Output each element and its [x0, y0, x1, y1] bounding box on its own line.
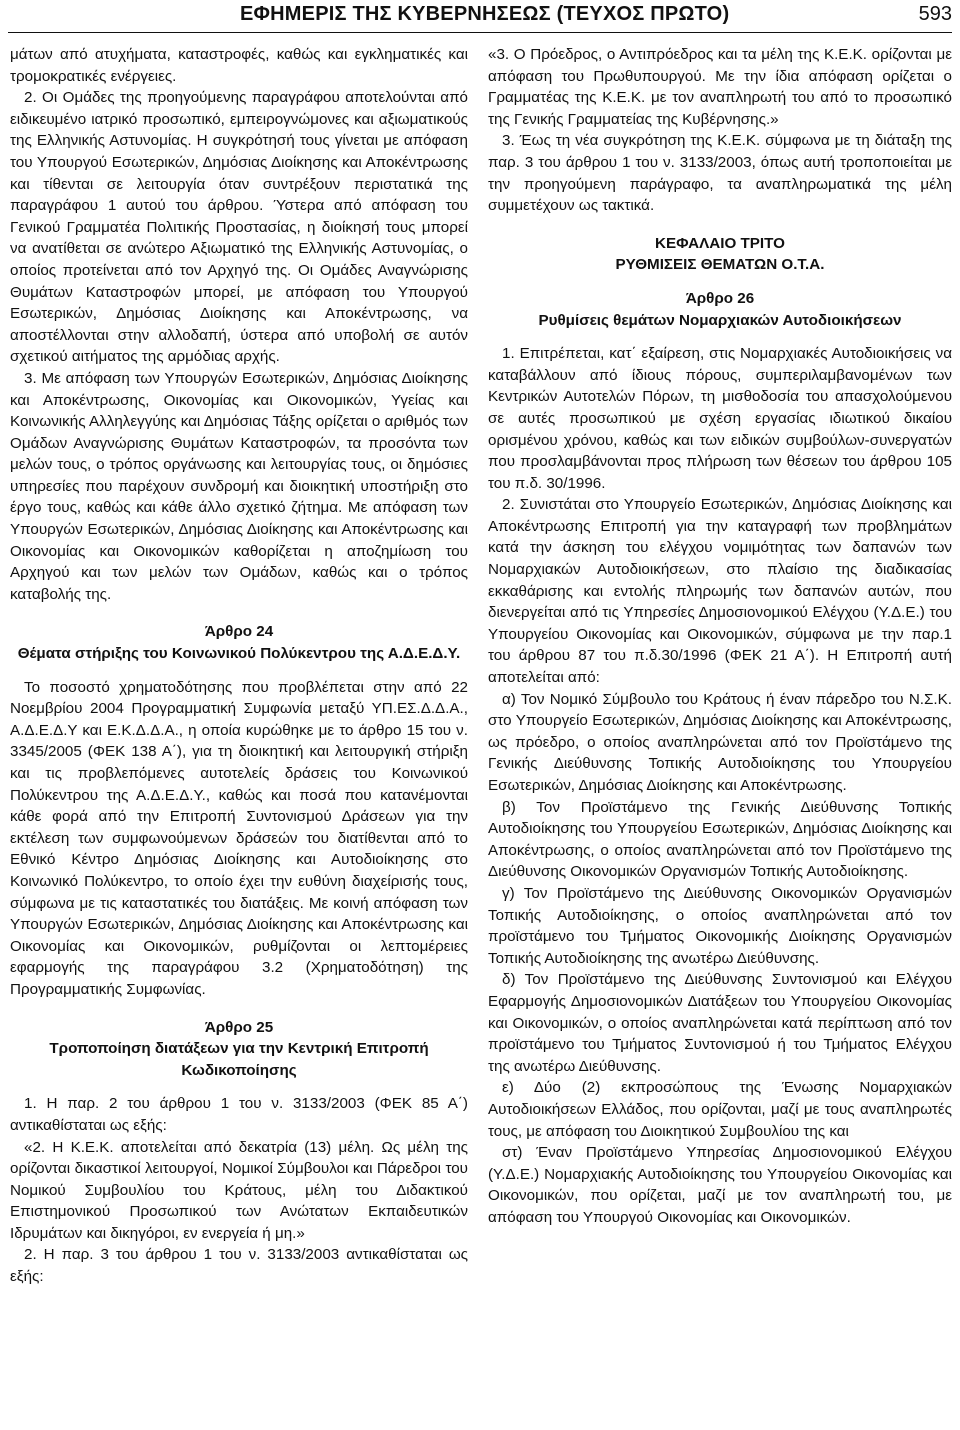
page-header: [0, 0, 960, 30]
paragraph: ε) Δύο (2) εκπροσώπους της Ένωσης Νομαρχιακών Αυτοδιοικήσεων Ελλάδος, που ορίζονται, μαζί με τους αναπληρωτές τους, με απόφαση του Διοικητικού Συμβουλίου της και: [488, 1079, 952, 1140]
paragraph: α) Τον Νομικό Σύμβουλο του Κράτους ή έναν πάρεδρο του Ν.Σ.Κ. στο Υπουργείο Εσωτερικών, Δημόσιας Διοίκησης και Αποκέντρωσης, ως πρόεδρο, ο οποίος αναπληρώνεται από τον Προϊστάμενο της Γενικής Διεύθυνσης Τοπικής Αυτοδιοίκησης του Υπουργείου Εσωτερικών, Δημόσιας Διοίκησης και Αποκέντρωσης.: [488, 690, 952, 794]
paragraph: Το ποσοστό χρηματοδότησης που προβλέπεται στην από 22 Νοεμβρίου 2004 Προγραμματική Συμφωνία μεταξύ ΥΠ.ΕΣ.Δ.Δ.Α., Α.Δ.Ε.Δ.Υ και Ε.Κ.Δ.Δ.Α., η οποία κυρώθηκε με το άρθρο 15 του ν. 3345/2005 (ΦΕΚ 138 Α΄), για τη διοικητική και λειτουργική στήριξη και τις προβλεπόμενες αυτοτελείς δράσεις του Κοινωνικού Πολύκεντρου της Α.Δ.Ε.Δ.Υ., καθώς και ποσά που κατανέμονται κάθε φορά από την Επιτροπή Συντονισμού Δράσεων για την εκτέλεση των συμφωνούμενων δράσεών του διατίθενται από το Εθνικό Κέντρο Δημόσιας Διοίκησης και Αυτοδιοίκησης στο Κοινωνικό Πολύκεντρο, το οποίο έχει την ευθύνη διαχείρισής τους, σύμφωνα με τις καταστατικές του διατάξεις. Με κοινή απόφαση των Υπουργών Εσωτερικών, Δημόσιας Διοίκησης και Αποκέντρωσης και Οικονομίας και Οικονομικών, ρυθμίζονται οι λεπτομέρειες εφαρμογής της παραγράφου 3.2 (Χρηματοδότηση) της Προγραμματικής Συμφωνίας.: [10, 678, 468, 998]
paragraph: στ) Έναν Προϊστάμενο Υπηρεσίας Δημοσιονομικού Ελέγχου (Υ.Δ.Ε.) Νομαρχιακής Αυτοδιοίκησης του Υπουργείου Οικονομίας και Οικονομικών, που ορίζεται, μαζί με τον αναπληρωτή του, με απόφαση του Υπουργού Οικονομίας και Οικονομικών.: [488, 1144, 952, 1226]
chapter-number: ΚΕΦΑΛΑΙΟ ΤΡΙΤΟ: [655, 234, 785, 252]
paragraph: β) Τον Προϊστάμενο της Γενικής Διεύθυνσης Τοπικής Αυτοδιοίκησης του Υπουργείου Εσωτερικών, Δημόσιας Διοίκησης και Αποκέντρωσης, ο οποίος αναπληρώνεται από τον Προϊστάμενο της Διεύθυνσης Οικονομικών Οργανισμών Τοπικής Αυτοδιοίκησης.: [488, 798, 952, 881]
article-title: Θέματα στήριξης του Κοινωνικού Πολύκεντρου της Α.Δ.Ε.Δ.Υ.: [17, 645, 461, 663]
left-column: [10, 44, 468, 1288]
header-rule: [8, 32, 952, 33]
article-number: Άρθρο 25: [204, 1018, 274, 1036]
page-number: 593: [918, 3, 952, 25]
article-number: Άρθρο 24: [204, 623, 274, 641]
paragraph: 2. Η παρ. 3 του άρθρου 1 του ν. 3133/2003 αντικαθίσταται ως εξής:: [10, 1246, 468, 1286]
paragraph: μάτων από ατυχήματα, καταστροφές, καθώς και εγκληματικές και τρομοκρατικές ενέργειες.: [10, 46, 468, 85]
right-column: [488, 44, 952, 1228]
paragraph: «2. Η Κ.Ε.Κ. αποτελείται από δεκατρία (13) μέλη. Ως μέλη της ορίζονται δικαστικοί λειτουργοί, Νομικοί Σύμβουλοι και Πάρεδροι του Νομικού Συμβουλίου του Κράτους, μέλη του Διδακτικού Επιστημονικού Προσωπικού των Ανώτατων Εκπαιδευτικών Ιδρυμάτων και δικηγόροι, εν ενεργεία ή μη.»: [10, 1138, 468, 1242]
article-number: Άρθρο 26: [685, 289, 755, 307]
paragraph: 1. Η παρ. 2 του άρθρου 1 του ν. 3133/2003 (ΦΕΚ 85 Α΄) αντικαθίσταται ως εξής:: [10, 1095, 468, 1134]
paragraph: 2. Συνιστάται στο Υπουργείο Εσωτερικών, Δημόσιας Διοίκησης και Αποκέντρωσης Επιτροπή για την καταγραφή των προβλημάτων κατά την άσκηση του ελέγχου νομιμότητας των δαπανών των Νομαρχιακών Αυτοδιοικήσεων, στο πλαίσιο της διαδικασίας εκκαθάρισης και εντολής πληρωμής των δαπανών αυτών, που διενεργείται από τις Υπηρεσίες Δημοσιονομικού Ελέγχου (Υ.Δ.Ε.) του Υπουργείου Οικονομίας και Οικονομικών, σύμφωνα με την παρ.1 του άρθρου 87 του π.δ.30/1996 (ΦΕΚ 21 Α΄). Η Επιτροπή αυτή αποτελείται από:: [488, 496, 952, 687]
chapter-title: ΡΥΘΜΙΣΕΙΣ ΘΕΜΑΤΩΝ Ο.Τ.Α.: [615, 256, 825, 274]
paragraph: 1. Επιτρέπεται, κατ΄ εξαίρεση, στις Νομαρχιακές Αυτοδιοικήσεις να καταβάλλουν από ίδιους πόρους, συμπεριλαμβανομένων των Κεντρικών Αυτοτελών Πόρων, τη μισθοδοσία του απασχολούμενου σε αυτές προσωπικού με σχέση εργασίας ιδιωτικού δικαίου ορισμένου χρόνου, καθώς και των ειδικών συμβούλων-συνεργατών που προσλαμβάνονται προς πλήρωση των θέσεων του άρθρου 105 του π.δ. 30/1996.: [488, 345, 952, 492]
gazette-title: ΕΦΗΜΕΡΙΣ ΤΗΣ ΚΥΒΕΡΝΗΣΕΩΣ (ΤΕΥΧΟΣ ΠΡΩΤΟ): [240, 3, 730, 25]
paragraph: 2. Οι Ομάδες της προηγούμενης παραγράφου αποτελούνται από ειδικευμένο ιατρικό προσωπικό, εμπειρογνώμονες και αξιωματικούς της Ελληνικής Αστυνομίας. Η συγκρότησή τους γίνεται με απόφαση του Υπουργού Εσωτερικών, Δημόσιας Διοίκησης και Αποκέντρωσης και τίθενται σε λειτουργία όταν συντρέξουν περιστατικά της παραγράφου 1 αυτού του άρθρου. Ύστερα από απόφαση του Γενικού Γραμματέα Πολιτικής Προστασίας, η διοίκησή τους μπορεί να ανατίθεται σε ανώτερο Αξιωματικό της Ελληνικής Αστυνομίας, ο οποίος προτείνεται από τον Αρχηγό της. Οι Ομάδες Αναγνώρισης Θυμάτων Καταστροφών μπορεί, με απόφαση του Υπουργού Εσωτερικών, Δημόσιας Διοίκησης και Αποκέντρωσης, να αποστέλλονται στην αλλοδαπή, ύστερα από υποβολή σε αυτόν σχετικού αιτήματος της αρμόδιας αρχής.: [10, 89, 468, 366]
paragraph: 3. Με απόφαση των Υπουργών Εσωτερικών, Δημόσιας Διοίκησης και Αποκέντρωσης, Οικονομίας και Οικονομικών, Υγείας και Κοινωνικής Αλληλεγγύης και Δημόσιας Τάξης ορίζεται ο αριθμός των Ομάδων Αναγνώρισης Θυμάτων Καταστροφών, τα προσόντα των μελών τους, ο τρόπος οργάνωσης και λειτουργίας τους, οι δημόσιες υπηρεσίες που παρέχουν συνδρομή και διοικητική υποστήριξη στο έργο τους, καθώς και κάθε άλλο σχετικό ζήτημα. Με απόφαση των Υπουργών Εσωτερικών, Δημόσιας Διοίκησης και Αποκέντρωσης και Οικονομίας και Οικονομικών καθορίζεται η αποζημίωση του Αρχηγού και των μελών των Ομάδων, καθώς και ο τρόπος καταβολής της.: [10, 369, 468, 603]
paragraph: δ) Τον Προϊστάμενο της Διεύθυνσης Συντονισμού και Ελέγχου Εφαρμογής Δημοσιονομικών Διατάξεων του Υπουργείου Οικονομίας και Οικονομικών, ο οποίος αναπληρώνεται κατά περίπτωση από τον προϊστάμενο του Τμήματος Συντονισμού ή του Τμήματος Ελέγχου της ανωτέρω Διεύθυνσης.: [488, 971, 952, 1075]
paragraph: 3. Έως τη νέα συγκρότηση της Κ.Ε.Κ. σύμφωνα με τη διάταξη της παρ. 3 του άρθρου 1 του ν. 3133/2003, όπως αυτή τροποποιείται με την προηγούμενη παράγραφο, τα αναπληρωματικά της μέλη συμμετέχουν ως τακτικά.: [488, 132, 952, 215]
article-title: Τροποποίηση διατάξεων για την Κεντρική Επιτροπή Κωδικοποίησης: [49, 1040, 429, 1079]
paragraph: γ) Τον Προϊστάμενο της Διεύθυνσης Οικονομικών Οργανισμών Τοπικής Αυτοδιοίκησης, ο οποίος αναπληρώνεται από τον προϊστάμενο του Τμήματος Οικονομικής Διοίκησης Οργανισμών Τοπικής Αυτοδιοίκησης της ανωτέρω Διεύθυνσης.: [488, 884, 952, 967]
article-title: Ρυθμίσεις θεμάτων Νομαρχιακών Αυτοδιοικήσεων: [538, 311, 902, 329]
paragraph: «3. Ο Πρόεδρος, ο Αντιπρόεδρος και τα μέλη της Κ.Ε.Κ. ορίζονται με απόφαση του Πρωθυπουργού. Με την ίδια απόφαση ορίζεται ο Γραμματέας της Κ.Ε.Κ. με τον αναπληρωτή του από το προσωπικό της Γενικής Γραμματείας της Κυβέρνησης.»: [488, 46, 952, 128]
